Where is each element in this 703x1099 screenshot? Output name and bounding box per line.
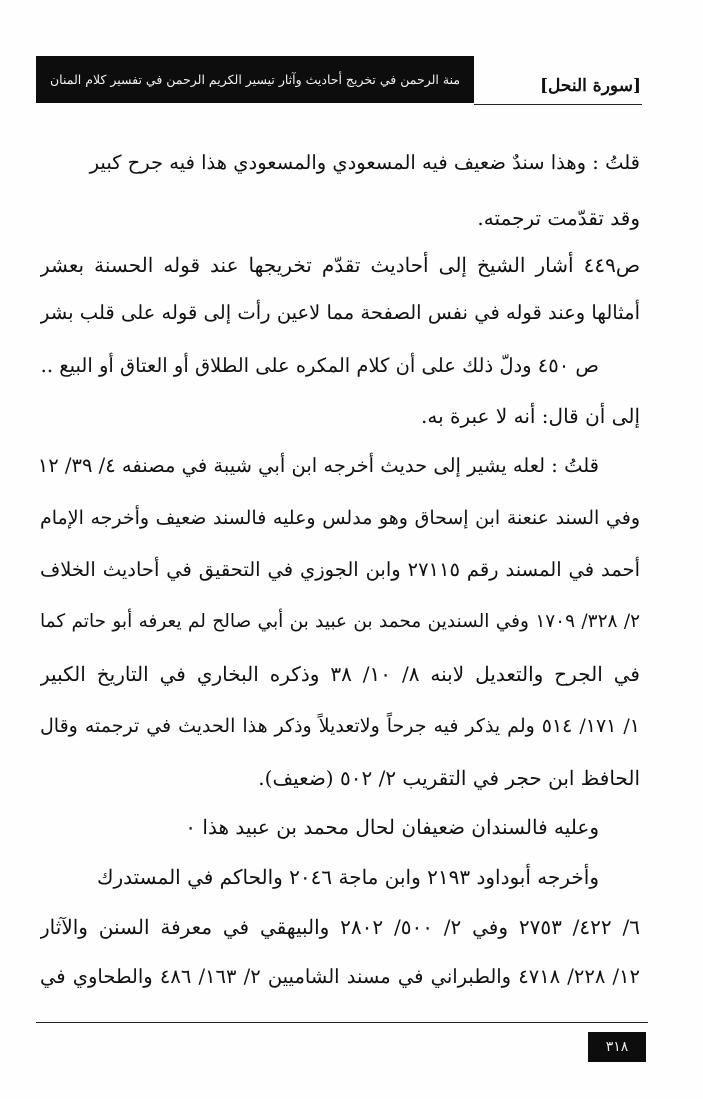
header-rule xyxy=(474,104,642,105)
page-number-box xyxy=(588,1032,646,1062)
text-line: ١/ ١٧١/ ٥١٤ ولم يذكر فيه جرحاً ولاتعديلاً وذكر هذا الحديث في ترجمته وقال xyxy=(40,715,640,737)
footer-rule xyxy=(36,1022,648,1023)
text-line: الحافظ ابن حجر في التقريب ٢/ ٥٠٢ (ضعيف). xyxy=(258,766,640,790)
text-line: قلتُ : لعله يشير إلى حديث أخرجه ابن أبي شيبة في مصنفه ٤/ ٣٩/ ١٢ xyxy=(37,454,599,477)
text-line: ٢/ ٣٢٨/ ١٧٠٩ وفي السندين محمد بن عبيد بن أبي صالح لم يعرفه أبو حاتم كما xyxy=(40,611,640,632)
text-line: ٦/ ٤٢٢/ ٢٧٥٣ وفي ٢/ ٥٠٠/ ٢٨٠٢ والبيهقي في معرفة السنن والآثار xyxy=(40,915,640,939)
text-line: ١٢/ ٢٢٨/ ٤٧١٨ والطبراني في مسند الشاميين ٢/ ١٦٣/ ٤٨٦ والطحاوي في xyxy=(40,965,640,988)
text-line: وفي السند عنعنة ابن إسحاق وهو مدلس وعليه فالسند ضعيف وأخرجه الإمام xyxy=(40,507,640,529)
text-line: ص ٤٥٠ ودلّ ذلك على أن كلام المكره على الطلاق أو العتاق أو البيع .. xyxy=(40,354,599,377)
text-line: أحمد في المسند رقم ٢٧١١٥ وابن الجوزي في التحقيق في أحاديث الخلاف xyxy=(40,558,640,581)
text-line: وأخرجه أبوداود ٢١٩٣ وابن ماجة ٢٠٤٦ والحاكم في المستدرك xyxy=(96,865,599,889)
page-number: ٣١٨ xyxy=(605,1039,629,1055)
running-title-banner xyxy=(36,56,474,103)
text-line: وقد تقدّمت ترجمته. xyxy=(477,206,640,230)
running-title: منة الرحمن في تخريج أحاديث وآثار تيسير الكريم الرحمن في تفسير كلام المنان xyxy=(49,72,461,87)
text-line: ص٤٤٩ أشار الشيخ إلى أحاديث تقدّم تخريجها عند قوله الحسنة بعشر xyxy=(40,253,640,277)
text-line: في الجرح والتعديل لابنه ٨/ ١٠/ ٣٨ وذكره البخاري في التاريخ الكبير xyxy=(40,662,640,686)
text-line: قلتُ : وهذا سندٌ ضعيف فيه المسعودي والمسعودي هذا فيه جرح كبير xyxy=(89,151,640,174)
text-line: إلى أن قال: أنه لا عبرة به. xyxy=(420,404,640,428)
text-line: وعليه فالسندان ضعيفان لحال محمد بن عبيد هذا ٠ xyxy=(185,815,599,839)
text-line: أمثالها وعند قوله في نفس الصفحة مما لاعين رأت إلى قوله على قلب بشر xyxy=(40,301,640,324)
surah-label: [سورة النحل] xyxy=(539,76,641,96)
